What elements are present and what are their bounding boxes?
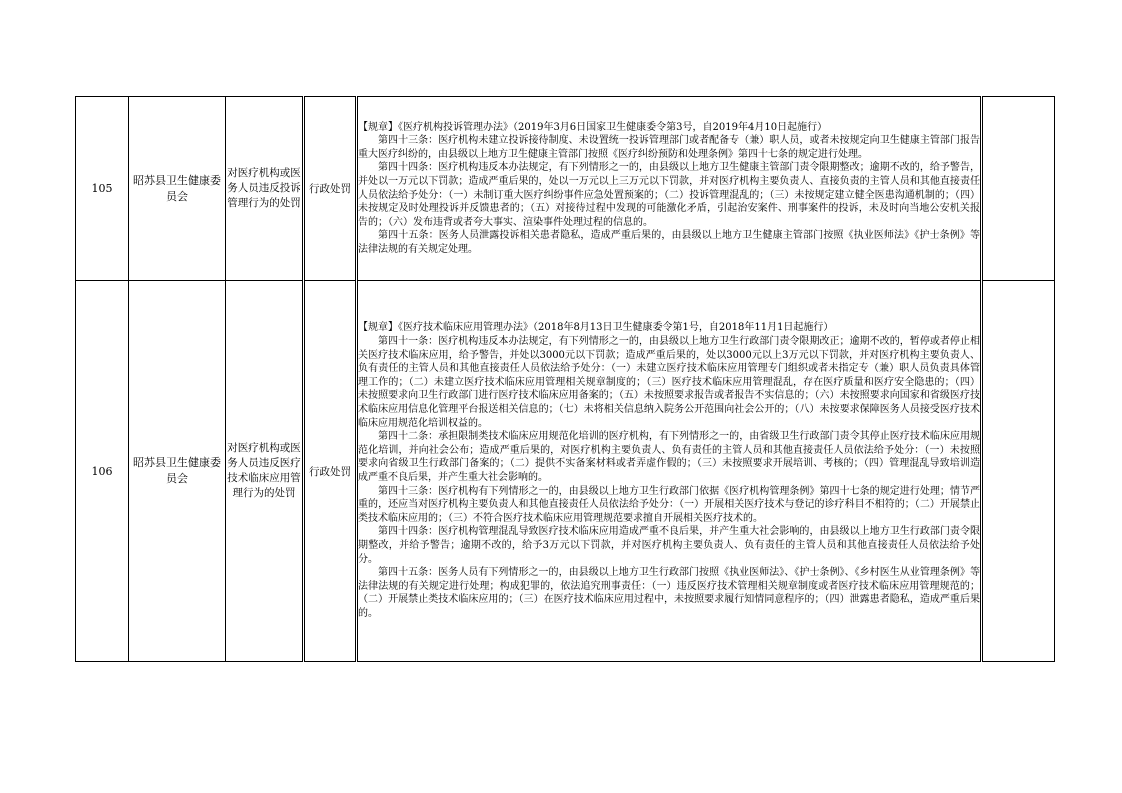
regulation-table (75, 96, 1055, 662)
item-name: 对医疗机构或医务人员违反投诉管理行为的处罚 (226, 97, 304, 281)
remarks (982, 281, 1055, 662)
article: 第四十四条：医疗机构管理混乱导致医疗技术临床应用造成严重不良后果，并产生重大社会影响的，由县级以上地方卫生行政部门责令限期整改，并给予警告；逾期不改的，给予3万元以下罚款，并对医疗机构主要负责人、负有责任的主管人员和其他直接责任人员依法给予处分。 (358, 526, 980, 565)
remarks (982, 97, 1055, 281)
legal-basis (357, 97, 982, 281)
article: 第四十五条：医务人员有下列情形之一的，由县级以上地方卫生行政部门按照《执业医师法》、《护士条例》、《乡村医生从业管理条例》等法律法规的有关规定进行处理；构成犯罪的，依法追究刑事责任：（一）违反医疗技术管理相关规章制度或者医疗技术临床应用管理规范的；（二）开展禁止类技术临床应用的；（三）在医疗技术临床应用过程中，未按照要求履行知情同意程序的；（四）泄露患者隐私，造成严重后果的。 (358, 567, 980, 619)
department: 昭苏县卫生健康委员会 (129, 97, 226, 281)
article: 第四十三条：医疗机构有下列情形之一的，由县级以上地方卫生行政部门依据《医疗机构管理条例》第四十七条的规定进行处理；情节严重的，还应当对医疗机构主要负责人和其他直接责任人员依法给予处分：（一）开展相关医疗技术与登记的诊疗科目不相符的；（二）开展禁止类技术临床应用的；（三）不符合医疗技术临床应用管理规范要求擅自开展相关医疗技术的。 (358, 485, 980, 524)
article: 第四十四条：医疗机构违反本办法规定，有下列情形之一的，由县级以上地方卫生健康主管部门责令限期整改；逾期不改的，给予警告，并处以一万元以下罚款；造成严重后果的，处以一万元以上三万元以下罚款，并对医疗机构主要负责人、直接负责的主管人员和其他直接责任人员依法给予处分：（一）未制订重大医疗纠纷事件应急处置预案的；（二）投诉管理混乱的；（三）未按规定建立健全医患沟通机制的；（四）未按规定及时处理投诉并反馈患者的；（五）对接待过程中发现的可能激化矛盾，引起治安案件、刑事案件的投诉，未及时向当地公安机关报告的；（六）发布违背或者夸大事实、渲染事件处理过程的信息的。 (358, 162, 980, 228)
penalty-type: 行政处罚 (304, 281, 357, 662)
row-number: 105 (76, 97, 129, 281)
item-name: 对医疗机构或医务人员违反医疗技术临床应用管理行为的处罚 (226, 281, 304, 662)
regulation-title: 【规章】《医疗技术临床应用管理办法》（2018年8月13日卫生健康委令第1号，自2018年11月1日起施行） (358, 322, 834, 334)
article: 第四十五条：医务人员泄露投诉相关患者隐私，造成严重后果的，由县级以上地方卫生健康主管部门按照《执业医师法》《护士条例》等法律法规的有关规定处理。 (358, 230, 980, 255)
department: 昭苏县卫生健康委员会 (129, 281, 226, 662)
table-row (76, 97, 1055, 281)
legal-basis (357, 281, 982, 662)
article: 第四十三条：医疗机构未建立投诉接待制度、未设置统一投诉管理部门或者配备专（兼）职人员，或者未按规定向卫生健康主管部门报告重大医疗纠纷的，由县级以上地方卫生健康主管部门按照《医疗纠纷预防和处理条例》第四十七条的规定进行处理。 (358, 135, 980, 160)
article: 第四十二条：承担限制类技术临床应用规范化培训的医疗机构，有下列情形之一的，由省级卫生行政部门责令其停止医疗技术临床应用规范化培训，并向社会公布；造成严重后果的，对医疗机构主要负责人、负有责任的主管人员和其他直接责任人员依法给予处分：（一）未按照要求向省级卫生行政部门备案的；（二）提供不实备案材料或者弄虚作假的；（三）未按照要求开展培训、考核的；（四）管理混乱导致培训造成严重不良后果，并产生重大社会影响的。 (358, 431, 980, 483)
regulation-title: 【规章】《医疗机构投诉管理办法》（2019年3月6日国家卫生健康委令第3号，自2019年4月10日起施行） (358, 121, 828, 133)
row-number: 106 (76, 281, 129, 662)
article: 第四十一条：医疗机构违反本办法规定，有下列情形之一的，由县级以上地方卫生行政部门责令限期改正；逾期不改的，暂停或者停止相关医疗技术临床应用，给予警告，并处以3000元以下罚款；造成严重后果的，处以3000元以上3万元以下罚款，并对医疗机构主要负责人、负有责任的主管人员和其他直接责任人员依法给予处分：（一）未建立医疗技术临床应用管理专门组织或者未指定专（兼）职人员负责具体管理工作的；（二）未建立医疗技术临床应用管理相关规章制度的；（三）医疗技术临床应用管理混乱，存在医疗质量和医疗安全隐患的；（四）未按照要求向卫生行政部门进行医疗技术临床应用备案的；（五）未按照要求报告或者报告不实信息的；（六）未按照要求向国家和省级医疗技术临床应用信息化管理平台报送相关信息的；（七）未将相关信息纳入院务公开范围向社会公开的；（八）未按要求保障医务人员接受医疗技术临床应用规范化培训权益的。 (358, 336, 980, 429)
penalty-type: 行政处罚 (304, 97, 357, 281)
table-row (76, 281, 1055, 662)
